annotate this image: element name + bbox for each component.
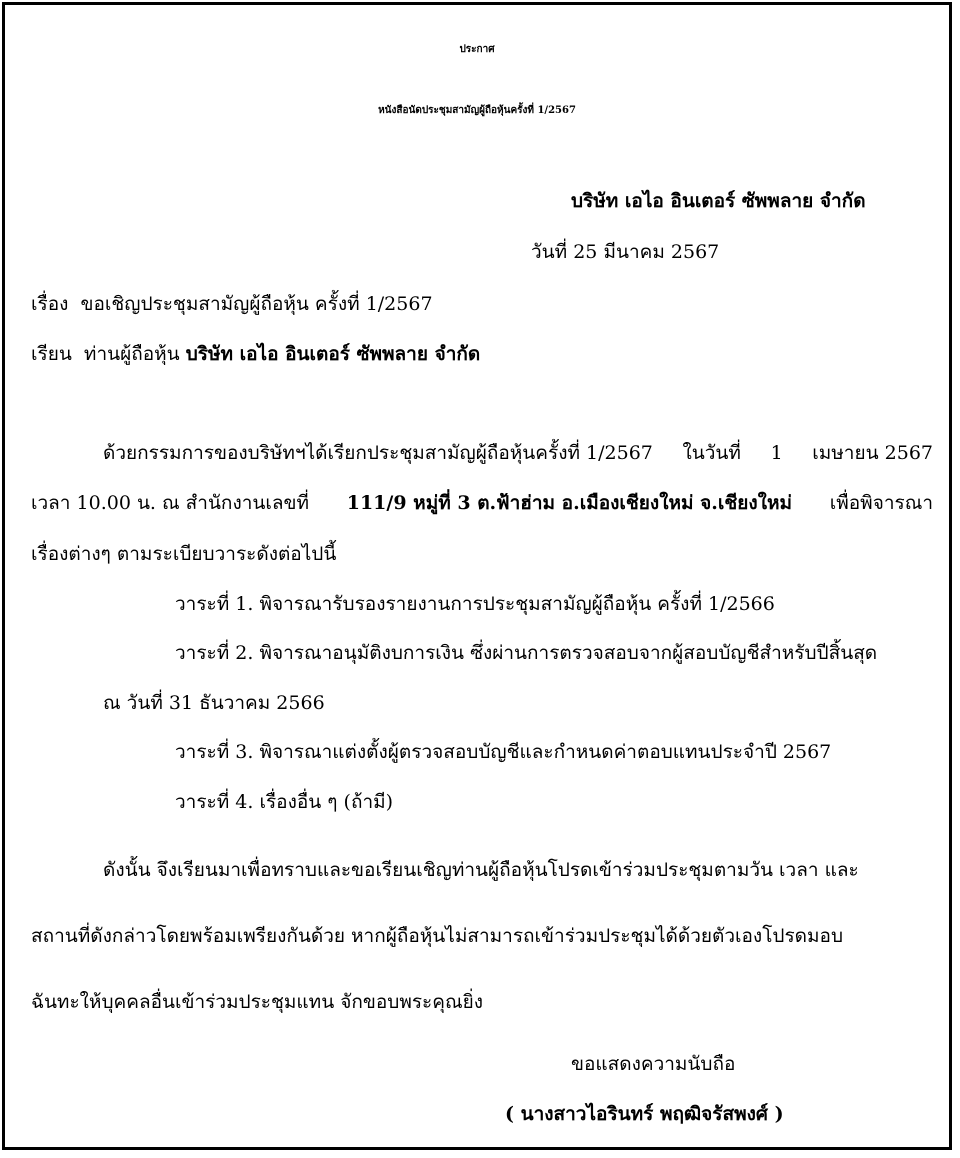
agenda-item-3: วาระที่ 3. พิจารณาแต่งตั้งผู้ตรวจสอบบัญชีและกำหนดค่าตอบแทนประจำปี 2567 xyxy=(175,741,832,763)
document-title: ประกาศ xyxy=(459,44,495,55)
agenda-item-1: วาระที่ 1. พิจารณารับรองรายงานการประชุมสามัญผู้ถือหุ้น ครั้งที่ 1/2566 xyxy=(175,593,775,615)
intro-text: ด้วยกรรมการของบริษัทฯได้เรียกประชุมสามัญผู้ถือหุ้นครั้งที่ 1/2567 xyxy=(103,442,653,464)
recipient-line xyxy=(31,345,480,364)
recipient-company: บริษัท เอไอ อินเตอร์ ซัพพลาย จำกัด xyxy=(185,343,481,365)
agenda-item-2: วาระที่ 2. พิจารณาอนุมัติงบการเงิน ซึ่งผ่านการตรวจสอบจากผู้สอบบัญชีสำหรับปีสิ้นสุด xyxy=(175,642,878,664)
intro-line-1 xyxy=(103,444,933,463)
document-date: วันที่ 25 มีนาคม 2567 xyxy=(531,241,720,263)
subject-line xyxy=(31,295,433,314)
agenda-item-4: วาระที่ 4. เรื่องอื่น ๆ (ถ้ามี) xyxy=(175,791,394,813)
signature-regards: ขอแสดงความนับถือ xyxy=(571,1053,736,1075)
closing-line-3: ฉันทะให้บุคคลอื่นเข้าร่วมประชุมแทน จักขอบพระคุณยิ่ง xyxy=(31,991,484,1013)
meeting-time-place: เวลา 10.00 น. ณ สำนักงานเลขที่ xyxy=(31,492,310,514)
company-name-header: บริษัท เอไอ อินเตอร์ ซัพพลาย จำกัด xyxy=(571,190,866,212)
intro-line-2 xyxy=(31,494,933,513)
announcement-document xyxy=(2,2,952,1150)
closing-line-2: สถานที่ดังกล่าวโดยพร้อมเพรียงกันด้วย หากผู้ถือหุ้นไม่สามารถเข้าร่วมประชุมได้ด้วยตัวเองโปรดมอบ xyxy=(31,925,844,947)
recipient-label: เรียน xyxy=(31,343,72,365)
intro-date-label: ในวันที่ xyxy=(682,442,741,464)
meeting-address: 111/9 หมู่ที่ 3 ต.ฟ้าฮ่าม อ.เมืองเชียงใหม่ จ.เชียงใหม่ xyxy=(346,492,793,514)
recipient-prefix: ท่านผู้ถือหุ้น xyxy=(83,343,180,365)
intro-day: 1 xyxy=(770,442,783,464)
subject-text: ขอเชิญประชุมสามัญผู้ถือหุ้น ครั้งที่ 1/2567 xyxy=(80,293,433,315)
closing-line-1: ดังนั้น จึงเรียนมาเพื่อทราบและขอเรียนเชิญท่านผู้ถือหุ้นโปรดเข้าร่วมประชุมตามวัน เวลา และ xyxy=(103,859,859,881)
agenda-item-2-continued: ณ วันที่ 31 ธันวาคม 2566 xyxy=(103,692,325,714)
document-subtitle: หนังสือนัดประชุมสามัญผู้ถือหุ้นครั้งที่ 1/2567 xyxy=(378,105,576,116)
subject-label: เรื่อง xyxy=(31,293,69,315)
signature-name: ( นางสาวไอรินทร์ พฤฒิจรัสพงศ์ ) xyxy=(505,1103,784,1125)
intro-purpose: เพื่อพิจารณา xyxy=(829,492,933,514)
intro-line-3: เรื่องต่างๆ ตามระเบียบวาระดังต่อไปนี้ xyxy=(31,543,337,565)
intro-month-year: เมษายน 2567 xyxy=(812,442,933,464)
